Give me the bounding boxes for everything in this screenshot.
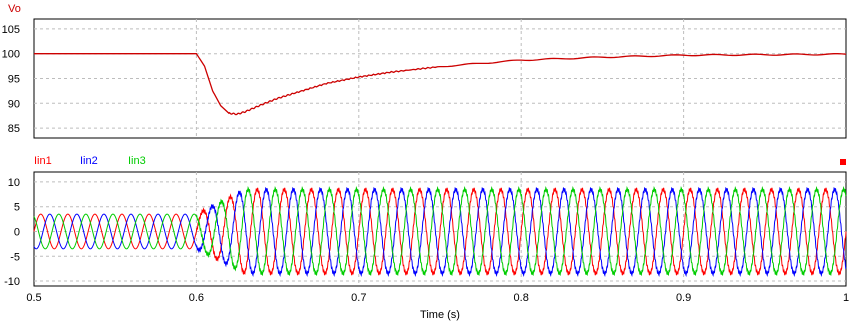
x-axis-label: Time (s) [420,309,460,321]
x-tick-label: 0.9 [675,292,692,304]
current-chart-panel [4,155,849,321]
vo-y-tick-label: 85 [7,123,20,136]
x-tick-label: 1 [842,292,850,304]
current-y-tick-label: 10 [7,176,20,189]
vo-y-tick-label: 100 [1,48,20,61]
x-tick-label: 0.5 [26,292,42,304]
current-y-tick-label: -10 [4,276,20,289]
legend-iin1: Iin1 [34,155,52,167]
cursor-marker[interactable] [840,159,846,165]
vo-y-tick-labels [2,24,20,135]
x-tick-labels [26,292,849,304]
legend-iin3: Iin3 [128,155,146,167]
current-y-tick-label: 5 [13,201,20,214]
x-tick-label: 0.8 [513,292,529,304]
current-y-tick-label: 0 [13,226,20,239]
x-tick-label: 0.6 [188,292,205,304]
vo-y-tick-label: 90 [7,98,20,111]
current-y-tick-label: -5 [10,251,20,264]
vo-y-tick-label: 105 [1,23,20,36]
legend-vo: Vo [8,3,21,15]
vo-y-tick-label: 95 [7,73,20,86]
legend-iin2: Iin2 [80,155,98,167]
current-y-tick-labels [4,177,20,288]
x-tick-label: 0.7 [351,292,367,304]
vo-chart-panel [2,3,846,138]
